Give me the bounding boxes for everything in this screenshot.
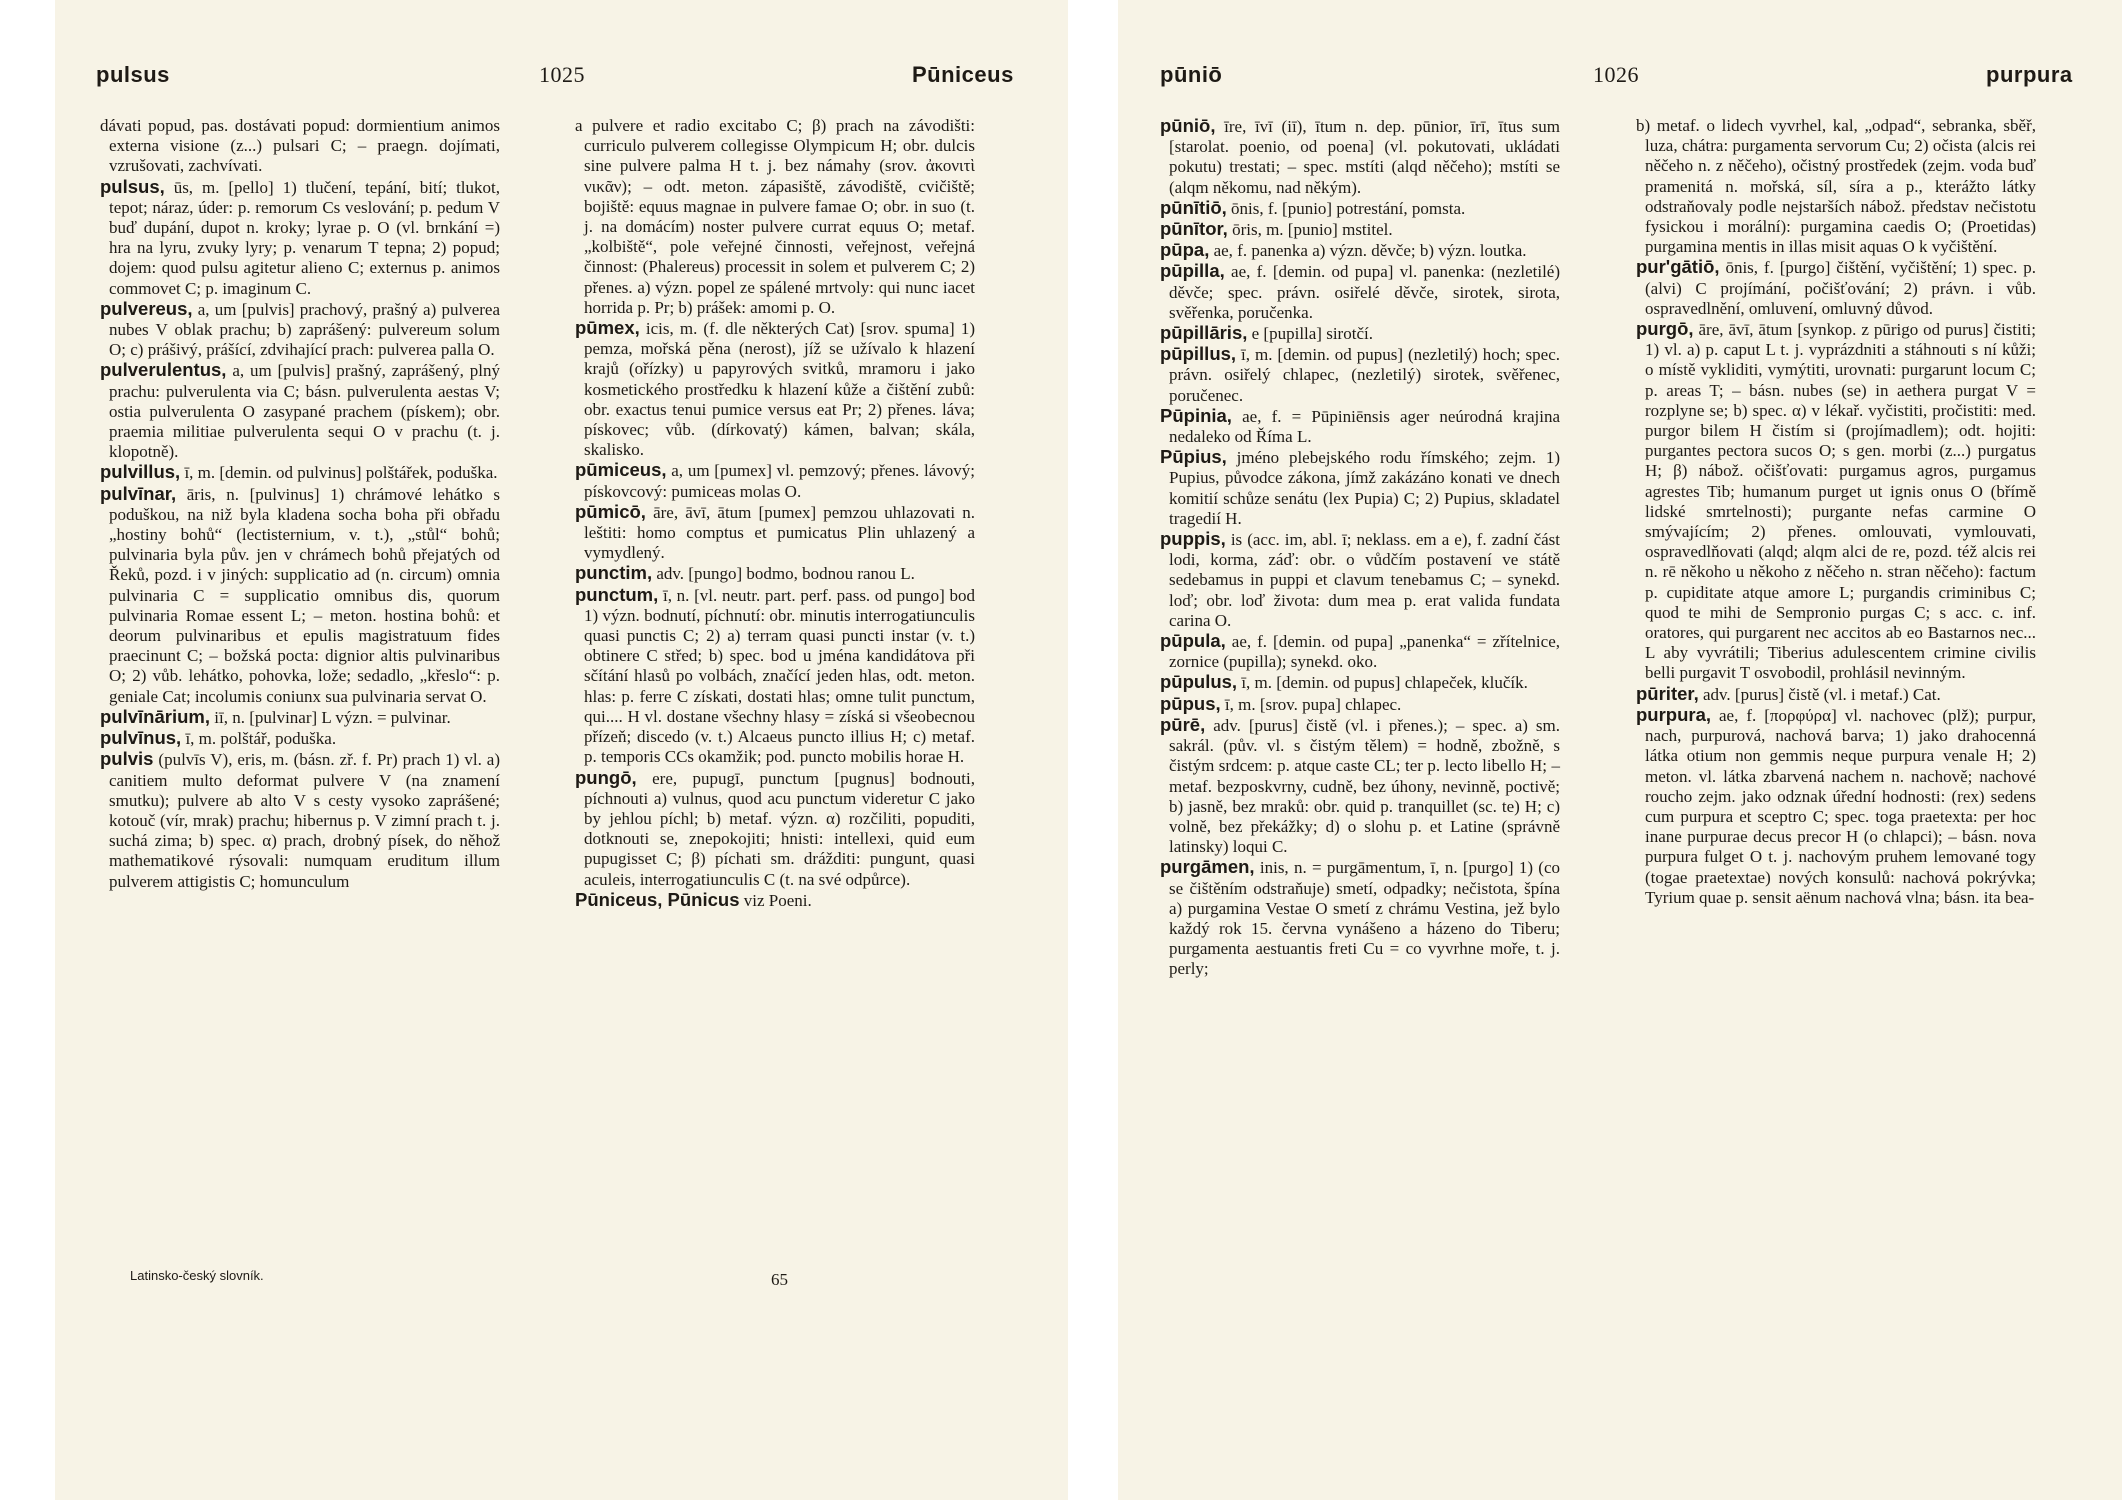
entry-headword: pūpus,: [1160, 692, 1221, 714]
dictionary-entry: [575, 890, 975, 911]
dictionary-entry: [1160, 219, 1560, 240]
entry-definition: a, um [pulvis] prašný, zaprášený, plný prachu: pulverulenta via C; básn. pulverulenta aestas V; ostia pulverulenta O zasypané prachem (pískem); obr. praemia militiae pulverulenta sequi O v prachu (t. j. klopotně).: [109, 361, 500, 462]
dictionary-entry: [1160, 447, 1560, 529]
right-header-guide-word-right: purpura: [1986, 62, 2073, 87]
dictionary-entry: [1160, 198, 1560, 219]
entry-definition: ōris, m. [punio] mstitel.: [1232, 220, 1393, 240]
dictionary-entry: [1160, 694, 1560, 715]
right-header-guide-word-left: pūniō: [1160, 62, 1223, 87]
entry-definition: adv. [pungo] bodmo, bodnou ranou L.: [656, 564, 915, 584]
dictionary-entry: [1160, 323, 1560, 344]
entry-definition: jméno plebejského rodu římského; zejm. 1) Pupius, původce zákona, jímž zakázáno konati ve dnech komitií schůze senátu (lex Pupia) C; 2) Pupius, skladatel tragedií H.: [1169, 448, 1561, 528]
entry-headword: pulsus,: [100, 175, 165, 197]
left-header-guide-word-right: Pūniceus: [912, 62, 1014, 87]
entry-headword: purpura,: [1636, 703, 1712, 725]
entry-definition: a pulvere et radio excitabo C; β) prach na závodišti: curriculo pulverem collegisse Olympicum H; obr. dulcis sine pulvere palma H t. j. bez námahy (srov. ἀκονιτὶ νικᾶν); – odt. meton. zápasiště, závodiště, cvičiště; bojiště: equus magnae in pulvere famae O; obr. in suo (t. j. na domácím) noster pulvere currat equus O; metaf. „kolbiště“, pole veřejné činnosti, veřejnost, veřejná činnost: (Phalereus) processit in solem et pulverem C; 2) přenes. a) význ. popel ze spálené mrtvoly: qui nunc iacet horrida p. Pr; b) prášek: amomi p. O.: [575, 116, 975, 317]
dictionary-entry: [1636, 257, 2036, 319]
entry-headword: pulvillus,: [100, 461, 181, 483]
dictionary-entry: [1160, 529, 1560, 631]
entry-headword: pulvīnārium,: [100, 705, 210, 727]
entry-definition: adv. [purus] čistě (vl. i přenes.); – spec. a) sm. sakrál. (pův. vl. s čistým tělem) = hodně, zbožně, s čistým srdcem: p. atque caste CL; ter p. lecto libello H; – metaf. bezposkvrny, cudně, bez úhony, nevinně, poctivě; b) jasně, bez mraků: obr. quid p. tranquillet (sc. te) H; c) volně, bez překážky; d) o slohu p. et Latine (správně latinsky) loqui C.: [1169, 715, 1561, 857]
dictionary-entry: [575, 116, 975, 318]
entry-headword: pūnītor,: [1160, 218, 1228, 240]
entry-headword: Pūpius,: [1160, 446, 1227, 468]
entry-definition: iī, n. [pulvinar] L význ. = pulvinar.: [214, 707, 451, 727]
entry-definition: b) metaf. o lidech vyvrhel, kal, „odpad“, sebranka, sběř, luza, chátra: purgamenta servorum Cu; 2) očista (alcis rei něčeho n. z něčeho), očistný prostředek (zejm. voda buď pramenitá n. mořská, síl, síra a p., kterážto látky odstraňovaly podle nejstarších nábož. představ nečistotu fysickou i morální): purgamina caedis O; (Proetidas) purgamina mentis in illas misit aquas O k vyčištění.: [1636, 116, 2036, 257]
right-page: [1118, 0, 2122, 1500]
entry-definition: viz Poeni.: [743, 890, 812, 910]
entry-headword: pulvereus,: [100, 297, 193, 319]
entry-headword: pūriter,: [1636, 682, 1699, 704]
entry-headword: pūnītiō,: [1160, 196, 1227, 218]
dictionary-entry: [575, 318, 975, 460]
dictionary-entry: [575, 768, 975, 890]
left-column-2: [575, 116, 975, 911]
dictionary-entry: [1160, 344, 1560, 406]
dictionary-entry: [575, 563, 975, 584]
entry-definition: ūs, m. [pello] 1) tlučení, tepání, bití; tlukot, tepot; náraz, úder: p. remorum Cs veslování; p. pedum V buď dupání, dupot n. kroky; lyrae p. O (vl. brnkání =) hra na lyru, zvuky lyry; p. venarum T tepna; 2) popud; dojem: quod pulsu agitetur alieno C; externus p. animos commovet C; p. imaginum C.: [109, 177, 500, 298]
dictionary-entry: [100, 728, 500, 749]
dictionary-entry: [100, 707, 500, 728]
entry-definition: adv. [purus] čistě (vl. i metaf.) Cat.: [1702, 684, 1941, 704]
entry-definition: ōnis, f. [purgo] čištění, vyčištění; 1) spec. p. (alvi) C projímání, počišťování; 2) právn. i vůb. ospravedlnění, omluvení, omluvný důvod.: [1645, 258, 2036, 318]
entry-definition: ae, f. = Pūpiniēnsis ager neúrodná krajina nedaleko od Říma L.: [1169, 406, 1560, 447]
dictionary-entry: [100, 299, 500, 361]
entry-definition: ī, m. [demin. od pupus] (nezletilý) hoch; spec. právn. osiřelý chlapec, (nezletilý) sirotek, svěřenec, poručenec.: [1169, 345, 1561, 405]
entry-definition: ae, f. panenka a) význ. děvče; b) význ. loutka.: [1213, 241, 1527, 261]
dictionary-entry: [1160, 857, 1560, 979]
dictionary-entry: [1636, 319, 2036, 684]
entry-headword: pulvīnar,: [100, 482, 177, 504]
entry-definition: icis, m. (f. dle některých Cat) [srov. spuma] 1) pemza, mořská pěna (nerost), jíž se užívalo k hlazení krajů (ořízky) u papyrových svitků, mramoru i jako kosmetického prostředku k hlazení kůže a čištění zubů: obr. exactus tenui pumice versus eat Pr; 2) přenes. láva; pískovec; vůb. (dírkovatý) kámen, balvan; skála, skalisko.: [584, 319, 975, 460]
dictionary-entry: [1160, 406, 1560, 447]
dictionary-entry: [1636, 705, 2036, 908]
entry-headword: pūrē,: [1160, 713, 1206, 735]
entry-headword: purgō,: [1636, 318, 1694, 340]
dictionary-entry: [1160, 261, 1560, 323]
entry-definition: āre, āvī, ātum [synkop. z pūrigo od purus] čistiti; 1) vl. a) p. caput L t. j. vyprázdniti a stáhnouti s ní kůži; o místě vykliditi, vymýtiti, urovnati: purgarunt locum C; p. areas T; – básn. nubes (se) in aethera purgat V = rozplyne se; b) spec. α) v lékař. vyčistiti, pročistiti: med. purgor bilem H čistím si (projímadlem); odt. hojiti: purgantes pectora sucos O; s gen. morbi (z...) purgatus H; β) nábož. očišťovati: purgamus agros, purgamus agrestes Tib; humanum purget ut ignis onus O (břímě lidské smrtelnosti); purgante nefas carmine O smývajícím; 2) přenes. omlouvati, vymlouvati, ospravedlňovati (alqd; alqm alci de re, pozd. též alcis rei n. rē někoho u někoho z něčeho n. stran něčeho): factum p. cupiditate atque amore L; purgandis criminibus C; quod te mihi de Sempronio purgas C; s acc. c. inf. oratores, qui purgarent nec accitos ab eo Bastarnos nec... L aby vyvrátili; Tiberius adulescentem crimine civilis belli purgavit T osvobodil, prohlásil nevinným.: [1645, 320, 2036, 683]
entry-headword: purgāmen,: [1160, 856, 1255, 878]
entry-definition: ī, m. polštář, poduška.: [185, 729, 337, 749]
page-gutter: [1068, 0, 1118, 1500]
entry-headword: punctim,: [575, 562, 653, 584]
entry-definition: ī, m. [demin. od pulvinus] polštářek, poduška.: [184, 463, 498, 483]
entry-definition: ere, pupugī, punctum [pugnus] bodnouti, píchnouti a) vulnus, quod acu punctum videretur C jako by jehlou píchl; b) metaf. význ. α) rozčiliti, popuditi, dotknouti se, znepokojiti; hnisti: intellexi, quid eum pupugisset C; β) píchati sm. drážditi: pungunt, quasi aculeis, interrogatiunculis C (t. na své odpůrce).: [584, 768, 975, 889]
dictionary-entry: [1636, 684, 2036, 705]
entry-definition: a, um [pulvis] prachový, prašný a) pulverea nubes V oblak prachu; b) zaprášený: pulvereum solum O; c) prášivý, prášící, zdvihající prach: pulverea palla O.: [109, 299, 500, 360]
right-header-page-number: 1026: [1593, 62, 1639, 87]
dictionary-entry: [100, 116, 500, 177]
entry-headword: pulverulentus,: [100, 359, 227, 381]
entry-headword: pūmiceus,: [575, 459, 667, 481]
dictionary-entry: [575, 460, 975, 501]
entry-definition: e [pupilla] sirotčí.: [1251, 324, 1373, 344]
entry-headword: Pūpinia,: [1160, 404, 1232, 426]
dictionary-entry: [100, 360, 500, 462]
left-header-guide-word-left: pulsus: [96, 62, 170, 87]
entry-definition: āre, āvī, ātum [pumex] pemzou uhlazovati n. leštiti: homo comptus et pumicatus Plin uhlazený a vymydlený.: [584, 502, 975, 563]
entry-headword: pūpillāris,: [1160, 322, 1248, 344]
left-page: [55, 0, 1068, 1500]
entry-definition: dávati popud, pas. dostávati popud: dormientium animos externa visione (z...) pulsari C; – praegn. dojímati, vzrušovati, zachvívati.: [100, 116, 500, 176]
dictionary-entry: [100, 462, 500, 483]
dictionary-entry: [1160, 631, 1560, 672]
entry-definition: ī, n. [vl. neutr. part. perf. pass. od pungo] bod 1) význ. bodnutí, píchnutí: obr. minutis interrogatiunculis quasi punctis C; 2) a) terram quasi puncti instar (v. t.) obtinere C střed; b) spec. bod u jména kandidátova při sčítání hlasů po volbách, značící jeden hlas, odt. meton. hlas: p. ferre C získati, dostati hlas; omne tulit punctum, qui.... H vl. dostane všechny hlasy = získá si všeobecnou přízeň; discedo (v. t.) Alcaeus puncto illius H; c) metaf. p. temporis CCs okamžik; pod. puncto mobilis horae H.: [584, 585, 975, 767]
right-column-2: [1636, 116, 2036, 908]
dictionary-entry: [1160, 116, 1560, 198]
entry-definition: ī, m. [demin. od pupus] chlapeček, klučík.: [1241, 673, 1528, 693]
entry-headword: pūpula,: [1160, 630, 1226, 652]
dictionary-entry: [575, 585, 975, 768]
entry-definition: ae, f. [demin. od pupa] vl. panenka: (nezletilé) děvče; spec. právn. osiřelé děvče, sirotek, sirota, svěřenka, poručenka.: [1169, 262, 1561, 322]
entry-headword: pulvis: [100, 748, 154, 770]
left-column-1: [100, 116, 500, 892]
entry-headword: pūmicō,: [575, 500, 646, 522]
footer-dictionary-title: Latinsko-český slovník.: [130, 1268, 264, 1283]
dictionary-entry: [575, 502, 975, 564]
entry-definition: ōnis, f. [punio] potrestání, pomsta.: [1231, 198, 1466, 218]
entry-definition: ae, f. [πορφύρα] vl. nachovec (plž); purpur, nach, purpurová, nachová barva; 1) jako drahocenná látka otium non gemmis neque purpura venale H; 2) meton. vl. látka zbarvená nachem n. nachově; nachové roucho zejm. jako odznak úřední hodnosti: (rex) sedens cum purpura et sceptro C; spec. toga praetexta: per hoc inane purpurae decus precor H (o chlapci); – básn. nova purpura fulget O t. j. nachovým pruhem lemované togy (togae praetextae) nových konsulů: nachová pokrývka; Tyrium quae p. sensit aënum nachová vlna; básn. ita bea-: [1645, 705, 2037, 907]
dictionary-entry: [1160, 672, 1560, 693]
footer-page-number: 65: [771, 1270, 788, 1289]
dictionary-entry: [1636, 116, 2036, 257]
entry-definition: is (acc. im, abl. ī; neklass. em a e), f. zadní část lodi, korma, záď: obr. o vůdčím postavení ve státě sedebamus in puppi et clavum tenebamus C; – synekd. loď; obr. loď života: dum mea p. erat valida fundata carina O.: [1169, 530, 1560, 630]
right-column-1: [1160, 116, 1560, 980]
dictionary-entry: [100, 484, 500, 707]
entry-headword: pūpulus,: [1160, 671, 1238, 693]
entry-definition: a, um [pumex] vl. pemzový; přenes. lávový; pískovcový: pumiceas molas O.: [584, 461, 976, 501]
entry-headword: Pūniceus, Pūnicus: [575, 888, 740, 910]
entry-headword: pūpillus,: [1160, 343, 1237, 365]
entry-headword: pungō,: [575, 766, 637, 788]
entry-definition: īre, īvī (iī), ītum n. dep. pūnior, īrī, ītus sum [starolat. poenio, od poena] (vl. pokutovati, ukládati pokutu) trestati; – spec. mstíti (alqd něčeho); mstíti se (alqm někomu, nad někým).: [1169, 117, 1561, 197]
entry-headword: pūpa,: [1160, 239, 1210, 261]
entry-headword: pulvīnus,: [100, 727, 182, 749]
entry-headword: pūniō,: [1160, 115, 1216, 136]
entry-headword: pur'gātiō,: [1636, 256, 1720, 278]
entry-definition: inis, n. = purgāmentum, ī, n. [purgo] 1) (co se čištěním odstraňuje) smetí, odpadky; nečistota, špína a) purgamina Vestae O smetí z chrámu Vestina, jež bylo každý rok 15. června vynášeno a házeno do Tiberu; purgamenta aestuantis freti Cu = co vyvrhne moře, t. j. perly;: [1169, 858, 1561, 979]
entry-definition: ae, f. [demin. od pupa] „panenka“ = zřítelnice, zornice (pupilla); synekd. oko.: [1169, 632, 1560, 672]
dictionary-entry: [100, 749, 500, 891]
dictionary-entry: [1160, 240, 1560, 261]
entry-headword: pūpilla,: [1160, 260, 1225, 282]
entry-headword: punctum,: [575, 583, 659, 605]
entry-definition: (pulvīs V), eris, m. (básn. zř. f. Pr) prach 1) vl. a) canitiem multo deformat pulvere V (na znamení smutku); pulvere ab alto V s cesty vysoko zaprášené; kotouč (vír, mrak) prachu; hibernus p. V zimní prach t. j. suchá zima; b) spec. α) prach, drobný písek, do něhož mathematikové rýsovali: numquam eruditum illum pulverem attigistis C; homunculum: [109, 750, 501, 891]
entry-headword: puppis,: [1160, 528, 1226, 550]
dictionary-entry: [1160, 715, 1560, 857]
entry-definition: ī, m. [srov. pupa] chlapec.: [1224, 694, 1402, 714]
entry-definition: āris, n. [pulvinus] 1) chrámové lehátko s poduškou, na niž byla kladena socha boha při obřadu „hostiny bohů“ (lectisternium, v. t.), „stůl“ bohů; pulvinaria byla pův. jen v chrámech bohů přejatých od Řeků, pozd. i v jiných: supplicatio ad (n. circum) omnia pulvinaria C = supplicatio omnibus dis, quorum pulvinaria Romae essent L; – meton. hostina bohů: et deorum pulvinaribus et epulis magistratuum fides praecinunt C; – božská pocta: dignior altis pulvinaribus O; 2) vůb. lehátko, pohovka, lože; sedadlo, „křeslo“: p. geniale Cat; incolumis coniunx sua pulvinaria servat O.: [109, 484, 501, 706]
entry-headword: pūmex,: [575, 317, 640, 339]
dictionary-entry: [100, 177, 500, 299]
left-header-page-number: 1025: [539, 62, 585, 87]
